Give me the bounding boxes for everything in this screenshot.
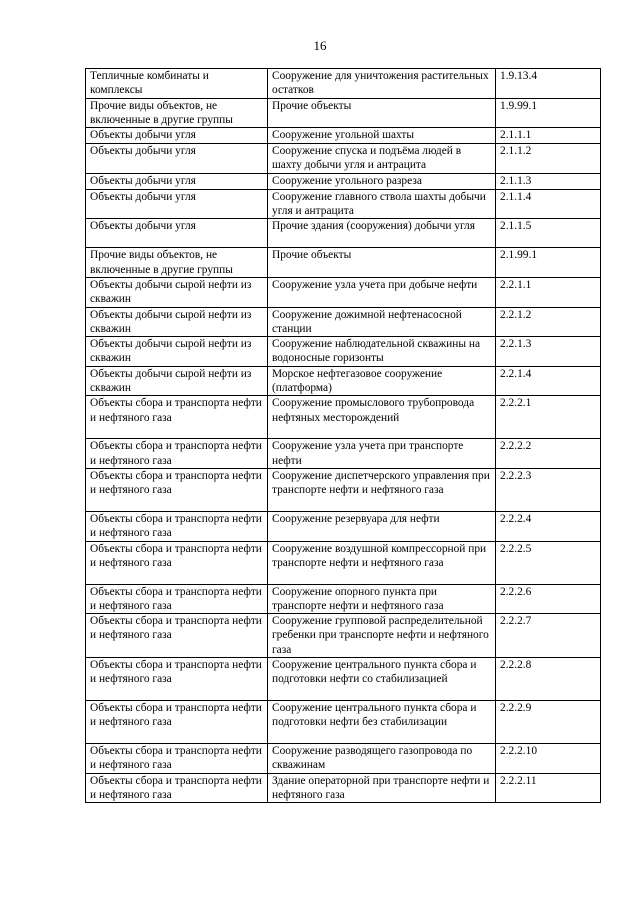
table-row bbox=[86, 307, 601, 337]
facility-name-cell: Прочие объекты bbox=[268, 248, 496, 278]
classification-code-cell: 2.2.2.10 bbox=[496, 744, 601, 774]
table-row bbox=[86, 173, 601, 189]
table-row bbox=[86, 468, 601, 511]
object-type-cell: Объекты сбора и транспорта нефти и нефтяного газа bbox=[86, 541, 268, 584]
facility-name-cell: Здание операторной при транспорте нефти и нефтяного газа bbox=[268, 773, 496, 803]
table-row bbox=[86, 658, 601, 701]
object-type-cell: Объекты добычи сырой нефти из скважин bbox=[86, 337, 268, 367]
classification-code-cell: 2.1.1.1 bbox=[496, 128, 601, 144]
facility-name-cell: Прочие объекты bbox=[268, 98, 496, 128]
table-row bbox=[86, 128, 601, 144]
table-row bbox=[86, 701, 601, 744]
table-row bbox=[86, 439, 601, 469]
classification-code-cell: 1.9.99.1 bbox=[496, 98, 601, 128]
classification-code-cell: 1.9.13.4 bbox=[496, 69, 601, 99]
classification-code-cell: 2.2.1.2 bbox=[496, 307, 601, 337]
table-row bbox=[86, 189, 601, 219]
classification-code-cell: 2.2.2.7 bbox=[496, 614, 601, 658]
object-type-cell: Объекты добычи угля bbox=[86, 128, 268, 144]
table-row bbox=[86, 396, 601, 439]
table-row bbox=[86, 614, 601, 658]
facility-name-cell: Сооружение угольной шахты bbox=[268, 128, 496, 144]
table-row bbox=[86, 69, 601, 99]
facility-name-cell: Сооружение центрального пункта сбора и подготовки нефти без стабилизации bbox=[268, 701, 496, 744]
object-type-cell: Объекты сбора и транспорта нефти и нефтяного газа bbox=[86, 773, 268, 803]
classification-code-cell: 2.2.2.3 bbox=[496, 468, 601, 511]
object-type-cell: Объекты сбора и транспорта нефти и нефтяного газа bbox=[86, 511, 268, 541]
classification-code-cell: 2.2.2.8 bbox=[496, 658, 601, 701]
object-type-cell: Объекты сбора и транспорта нефти и нефтяного газа bbox=[86, 396, 268, 439]
object-type-cell: Прочие виды объектов, не включенные в другие группы bbox=[86, 248, 268, 278]
table-row bbox=[86, 541, 601, 584]
table-row bbox=[86, 98, 601, 128]
object-type-cell: Объекты добычи угля bbox=[86, 189, 268, 219]
page-number: 16 bbox=[313, 38, 327, 53]
object-type-cell: Объекты сбора и транспорта нефти и нефтяного газа bbox=[86, 658, 268, 701]
facility-name-cell: Сооружение узла учета при добыче нефти bbox=[268, 277, 496, 307]
table-body bbox=[86, 69, 601, 803]
facility-name-cell: Сооружение угольного разреза bbox=[268, 173, 496, 189]
classification-code-cell: 2.1.1.4 bbox=[496, 189, 601, 219]
object-type-cell: Прочие виды объектов, не включенные в другие группы bbox=[86, 98, 268, 128]
object-type-cell: Объекты добычи сырой нефти из скважин bbox=[86, 277, 268, 307]
facility-name-cell: Сооружение разводящего газопровода по скважинам bbox=[268, 744, 496, 774]
table-row bbox=[86, 248, 601, 278]
object-type-cell: Объекты сбора и транспорта нефти и нефтяного газа bbox=[86, 744, 268, 774]
classification-code-cell: 2.2.1.1 bbox=[496, 277, 601, 307]
object-type-cell: Объекты сбора и транспорта нефти и нефтяного газа bbox=[86, 584, 268, 614]
table-row bbox=[86, 277, 601, 307]
table-row bbox=[86, 366, 601, 396]
table-row bbox=[86, 219, 601, 248]
facility-name-cell: Сооружение наблюдательной скважины на водоносные горизонты bbox=[268, 337, 496, 367]
table-row bbox=[86, 337, 601, 367]
object-type-cell: Объекты сбора и транспорта нефти и нефтяного газа bbox=[86, 614, 268, 658]
facility-name-cell: Сооружение опорного пункта при транспорте нефти и нефтяного газа bbox=[268, 584, 496, 614]
object-type-cell: Объекты добычи угля bbox=[86, 144, 268, 174]
table-row bbox=[86, 773, 601, 803]
classification-code-cell: 2.1.99.1 bbox=[496, 248, 601, 278]
facility-name-cell: Сооружение дожимной нефтенасосной станции bbox=[268, 307, 496, 337]
object-type-cell: Объекты добычи угля bbox=[86, 173, 268, 189]
object-type-cell: Объекты добычи сырой нефти из скважин bbox=[86, 307, 268, 337]
table-row bbox=[86, 584, 601, 614]
classification-code-cell: 2.1.1.2 bbox=[496, 144, 601, 174]
classification-code-cell: 2.1.1.3 bbox=[496, 173, 601, 189]
table-row bbox=[86, 744, 601, 774]
facility-name-cell: Сооружение воздушной компрессорной при транспорте нефти и нефтяного газа bbox=[268, 541, 496, 584]
facility-name-cell: Сооружение промыслового трубопровода нефтяных месторождений bbox=[268, 396, 496, 439]
classification-code-cell: 2.2.2.2 bbox=[496, 439, 601, 469]
object-type-cell: Объекты добычи угля bbox=[86, 219, 268, 248]
facility-name-cell: Сооружение узла учета при транспорте нефти bbox=[268, 439, 496, 469]
facility-name-cell: Прочие здания (сооружения) добычи угля bbox=[268, 219, 496, 248]
classification-code-cell: 2.2.2.6 bbox=[496, 584, 601, 614]
facility-name-cell: Сооружение для уничтожения растительных остатков bbox=[268, 69, 496, 99]
classification-code-cell: 2.2.1.3 bbox=[496, 337, 601, 367]
object-type-cell: Тепличные комбинаты и комплексы bbox=[86, 69, 268, 99]
classification-code-cell: 2.2.2.9 bbox=[496, 701, 601, 744]
classification-code-cell: 2.2.2.1 bbox=[496, 396, 601, 439]
classification-code-cell: 2.2.2.4 bbox=[496, 511, 601, 541]
facility-name-cell: Сооружение главного ствола шахты добычи угля и антрацита bbox=[268, 189, 496, 219]
facility-name-cell: Сооружение резервуара для нефти bbox=[268, 511, 496, 541]
object-type-cell: Объекты сбора и транспорта нефти и нефтяного газа bbox=[86, 468, 268, 511]
object-type-cell: Объекты добычи сырой нефти из скважин bbox=[86, 366, 268, 396]
facility-name-cell: Сооружение центрального пункта сбора и подготовки нефти со стабилизацией bbox=[268, 658, 496, 701]
table-row bbox=[86, 144, 601, 174]
facility-name-cell: Морское нефтегазовое сооружение (платформа) bbox=[268, 366, 496, 396]
facility-name-cell: Сооружение групповой распределительной гребенки при транспорте нефти и нефтяного газа bbox=[268, 614, 496, 658]
facility-name-cell: Сооружение диспетчерского управления при транспорте нефти и нефтяного газа bbox=[268, 468, 496, 511]
object-type-cell: Объекты сбора и транспорта нефти и нефтяного газа bbox=[86, 701, 268, 744]
classification-code-cell: 2.1.1.5 bbox=[496, 219, 601, 248]
classification-code-cell: 2.2.2.5 bbox=[496, 541, 601, 584]
classification-code-cell: 2.2.1.4 bbox=[496, 366, 601, 396]
classification-code-cell: 2.2.2.11 bbox=[496, 773, 601, 803]
facility-name-cell: Сооружение спуска и подъёма людей в шахту добычи угля и антрацита bbox=[268, 144, 496, 174]
classification-table bbox=[85, 68, 601, 803]
object-type-cell: Объекты сбора и транспорта нефти и нефтяного газа bbox=[86, 439, 268, 469]
table-row bbox=[86, 511, 601, 541]
